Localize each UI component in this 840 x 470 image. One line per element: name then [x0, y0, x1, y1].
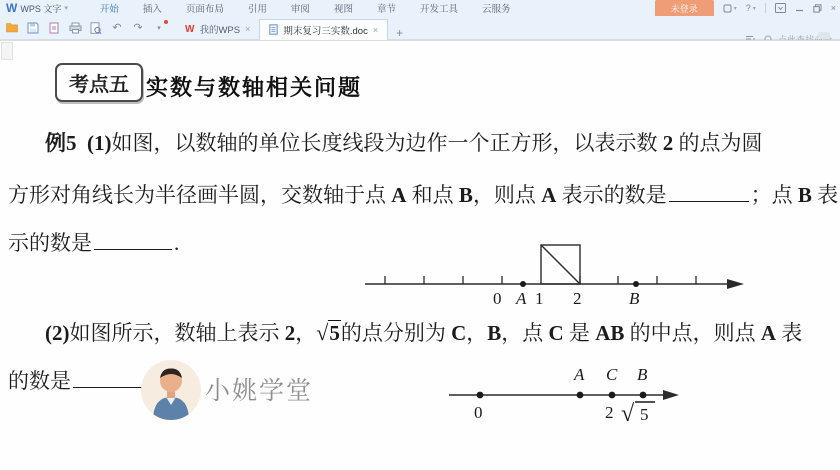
menu-dev-tools[interactable]: 开发工具 [419, 4, 458, 15]
login-button[interactable]: 未登录 [655, 0, 714, 17]
label-zero: 0 [493, 289, 502, 308]
redo-button[interactable]: ↷ [133, 22, 143, 34]
axis-arrow-icon [727, 279, 744, 289]
chevron-down-icon: ▾ [157, 24, 161, 32]
point-c-dot [609, 392, 616, 399]
radical-sign: √ [621, 401, 635, 427]
square-diagonal [541, 245, 580, 284]
tab-my-wps[interactable] [176, 19, 259, 40]
paragraph-line-5: 的数是 [8, 367, 161, 395]
minimize-button[interactable] [795, 4, 804, 13]
document-tabs [176, 16, 403, 40]
print-preview-button[interactable] [89, 21, 103, 35]
axis-arrow-icon [663, 390, 679, 400]
paragraph-line-3: 示的数是 . [8, 231, 180, 255]
ribbon-layout-button[interactable] [775, 3, 786, 13]
menu-bar [100, 1, 511, 15]
menu-view[interactable]: 视图 [333, 4, 353, 15]
origin-dot [477, 392, 484, 399]
point-b-dot [633, 281, 639, 287]
tab-label: 期末复习三实数.doc [283, 25, 368, 37]
theme-icon [723, 4, 732, 13]
tab-current-document[interactable] [259, 19, 388, 40]
answer-blank-b [94, 230, 172, 250]
help-button[interactable] [746, 3, 756, 13]
open-folder-icon [6, 22, 19, 33]
restore-icon [813, 4, 822, 13]
export-icon [49, 22, 60, 34]
example-label: 例5 [45, 131, 77, 155]
chevron-down-icon: ▾ [752, 5, 756, 12]
label-b: B [629, 289, 640, 308]
document-icon [269, 24, 278, 35]
label-two: 2 [605, 403, 614, 422]
point-a-dot [577, 392, 584, 399]
menu-insert[interactable]: 插入 [142, 4, 162, 15]
paragraph-line-2: 方形对角线长为半径画半圆，交数轴于点 A 和点 B，则点 A 表示的数是 ；点 B 表 [8, 183, 839, 207]
figure-number-line-midpoint [443, 363, 693, 432]
theme-button[interactable] [723, 4, 737, 13]
menu-cloud[interactable]: 云服务 [481, 4, 511, 15]
customize-toolbar-button[interactable] [152, 21, 166, 35]
navigation-pane-toggle[interactable] [1, 42, 13, 60]
menu-page-layout[interactable]: 页面布局 [185, 4, 224, 15]
watermark-text: 小姚学堂 [205, 377, 314, 405]
save-button[interactable] [26, 21, 40, 35]
app-logo[interactable] [6, 2, 68, 15]
section-heading: 实数与数轴相关问题 [146, 75, 363, 100]
close-button[interactable] [831, 3, 836, 13]
close-icon: × [830, 3, 836, 13]
print-button[interactable] [68, 21, 82, 35]
point-a-dot [520, 281, 526, 287]
answer-blank-a [669, 182, 749, 202]
quick-toolbar-row [0, 16, 840, 40]
figure-number-line-square [363, 231, 748, 316]
wps-logo-icon: W [6, 1, 18, 15]
radical-sign: √ [316, 320, 329, 345]
paragraph-line-4: (2)如图所示，数轴上表示 2，√5的点分别为 C，B，点 C 是 AB 的中点，则点 A 表 [45, 320, 803, 345]
label-b: B [637, 365, 648, 384]
app-name: WPS 文字 [20, 3, 62, 14]
notification-dot [164, 20, 168, 24]
save-icon [27, 22, 39, 34]
radicand-5: 5 [640, 405, 649, 424]
divider [765, 3, 766, 13]
printer-icon [69, 22, 82, 34]
label-c: C [606, 365, 618, 384]
close-tab-icon[interactable]: × [245, 24, 251, 34]
label-two: 2 [573, 289, 582, 308]
minimize-icon [795, 4, 804, 13]
paragraph-line-1: 例5 (1)如图，以数轴的单位长度线段为边作一个正方形，以表示数 2 的点为圆 [45, 131, 763, 155]
label-zero: 0 [474, 403, 483, 422]
preview-icon [90, 22, 102, 34]
menu-review[interactable]: 审阅 [290, 4, 310, 15]
watermark-avatar [140, 359, 202, 426]
menu-section[interactable]: 章节 [376, 4, 396, 15]
document-canvas[interactable] [0, 40, 840, 470]
point-b-dot [640, 392, 647, 399]
menu-references[interactable]: 引用 [247, 4, 267, 15]
close-tab-icon[interactable]: × [372, 24, 379, 35]
radicand-5: 5 [329, 321, 340, 345]
tab-label: 我的WPS [199, 25, 241, 36]
ribbon-layout-icon [775, 3, 786, 13]
new-tab-button[interactable]: + [396, 25, 404, 40]
help-icon: ? [745, 3, 751, 13]
label-a: A [516, 289, 527, 308]
label-one: 1 [535, 289, 544, 308]
chevron-down-icon: ▾ [733, 5, 737, 12]
ribbon-collapse-handle[interactable] [818, 32, 830, 39]
wps-tab-icon: W [185, 23, 195, 35]
export-button[interactable] [47, 21, 61, 35]
label-a: A [574, 365, 585, 384]
menu-home[interactable]: 开始 [99, 4, 119, 15]
restore-button[interactable] [813, 4, 822, 13]
open-file-button[interactable] [5, 21, 19, 35]
undo-button[interactable]: ↶ [112, 22, 122, 34]
topic-badge: 考点五 [55, 63, 143, 102]
chevron-down-icon: ▾ [64, 5, 68, 12]
title-bar [0, 0, 840, 16]
